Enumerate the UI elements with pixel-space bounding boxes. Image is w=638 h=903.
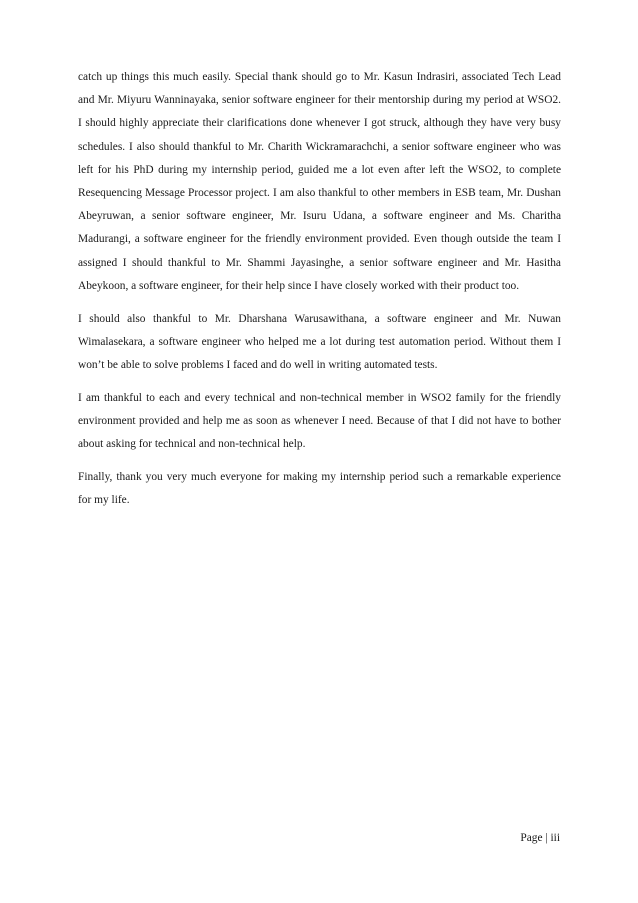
page-number-footer: Page | iii (520, 832, 560, 844)
paragraph-closing-thanks: Finally, thank you very much everyone for making my internship period such a remarkable experience for my life. (78, 470, 561, 506)
document-body (78, 66, 561, 522)
paragraph-test-automation-thanks: I should also thankful to Mr. Dharshana Warusawithana, a software engineer and Mr. Nuwan Wimalasekara, a software engineer who helped me a lot during test automation period. Without them I won’t be able to solve problems I faced and do well in writing automated tests. (78, 312, 561, 371)
paragraph-wso2-family-thanks: I am thankful to each and every technical and non-technical member in WSO2 family for the friendly environment provided and help me as soon as whenever I need. Because of that I did not have to bother about asking for technical and non-technical help. (78, 391, 561, 451)
paragraph-acknowledgement-ctd: catch up things this much easily. Special thank should go to Mr. Kasun Indrasiri, associated Tech Lead and Mr. Miyuru Wanninayaka, senior software engineer for their mentorship during my period at WSO2. I should highly appreciate their clarifications done whenever I got struck, although they have very busy schedules. I also should thankful to Mr. Charith Wickramarachchi, a senior software engineer who was left for his PhD during my internship period, guided me a lot even after left the WSO2, to complete Resequencing Message Processor project. I am also thankful to other members in ESB team, Mr. Dushan Abeyruwan, a senior software engineer, Mr. Isuru Udana, a software engineer and Ms. Charitha Madurangi, a software engineer for the friendly environment provided. Even though outside the team I assigned I should thankful to Mr. Shammi Jayasinghe, a senior software engineer and Mr. Hasitha Abeykoon, a software engineer, for their help since I have closely worked with their product too. (78, 71, 561, 292)
